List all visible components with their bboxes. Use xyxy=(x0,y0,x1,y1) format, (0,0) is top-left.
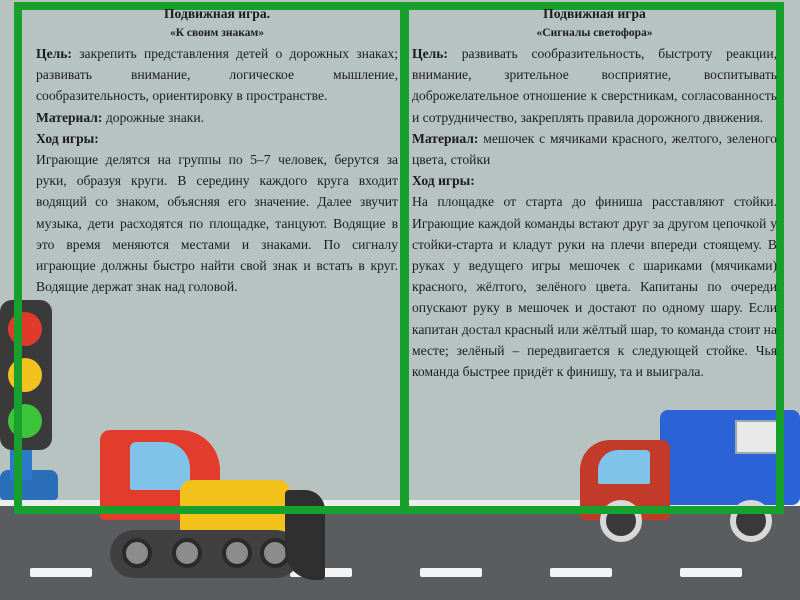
material-paragraph xyxy=(412,128,777,170)
goal-label: Цель: xyxy=(412,46,448,61)
game-card-left xyxy=(36,4,398,297)
lane-dash xyxy=(30,568,92,577)
game-title: Подвижная игра. xyxy=(163,6,271,21)
material-text: дорожные знаки. xyxy=(105,109,205,125)
lane-dash xyxy=(420,568,482,577)
course-text: Играющие делятся на группы по 5–7 человек, берутся за руки, образуя круги. В середину каждого круга входит водящий со знаком, объясняя его значение. Далее звучит музыка, дети расходятся по площадке, танцуют. Водящие в это время меняются местами и знаками. По сигналу играющие должны быстро найти свой знак и встать в круг. Водящие держат знак над головой. xyxy=(36,152,398,295)
game-subtitle: «К своим знакам» xyxy=(169,27,265,39)
game-card-right xyxy=(412,4,777,382)
goal-text: развивать сообразительность, быстроту реакции, внимание, зрительное восприятие, воспитывать доброжелательное отношение к сверстникам, согласованность и сотрудничество, закреплять правила дорожного движения. xyxy=(412,46,777,125)
game-subtitle: «Сигналы светофора» xyxy=(536,27,653,39)
goal-text: закрепить представления детей о дорожных знаках; развивать внимание, логическое мышление, сообразительность, ориентировку в пространстве. xyxy=(36,46,398,104)
game-title: Подвижная игра xyxy=(543,6,646,21)
lane-dash xyxy=(550,568,612,577)
course-text: На площадке от старта до финиша расставляют стойки. Играющие каждой команды встают друг за другом цепочкой у стойки-старта и кладут руки на плечи впереди стоящему. В руках у ведущего игры мешочек с шариками (мячиками) красного, жёлтого, зелёного цвета. Капитаны по очереди опускают руку в мешочек и достают по одному шару. Если капитан достал красный или жёлтый шар, то команда стоит на месте; зелёный – передвигается к следующей стойке. Чья команда быстрее придёт к финишу, та и выиграла. xyxy=(412,194,777,380)
material-text: мешочек с мячиками красного, желтого, зеленого цвета, стойки xyxy=(412,130,777,168)
material-label: Материал: xyxy=(412,130,479,146)
lane-dash xyxy=(680,568,742,577)
course-label: Ход игры: xyxy=(412,173,475,189)
goal-label: Цель: xyxy=(36,46,72,61)
goal-paragraph xyxy=(36,43,398,107)
material-paragraph xyxy=(36,107,398,128)
course-label: Ход игры: xyxy=(36,130,99,146)
material-label: Материал: xyxy=(36,109,103,125)
column-divider xyxy=(400,2,409,514)
goal-paragraph xyxy=(412,43,777,128)
